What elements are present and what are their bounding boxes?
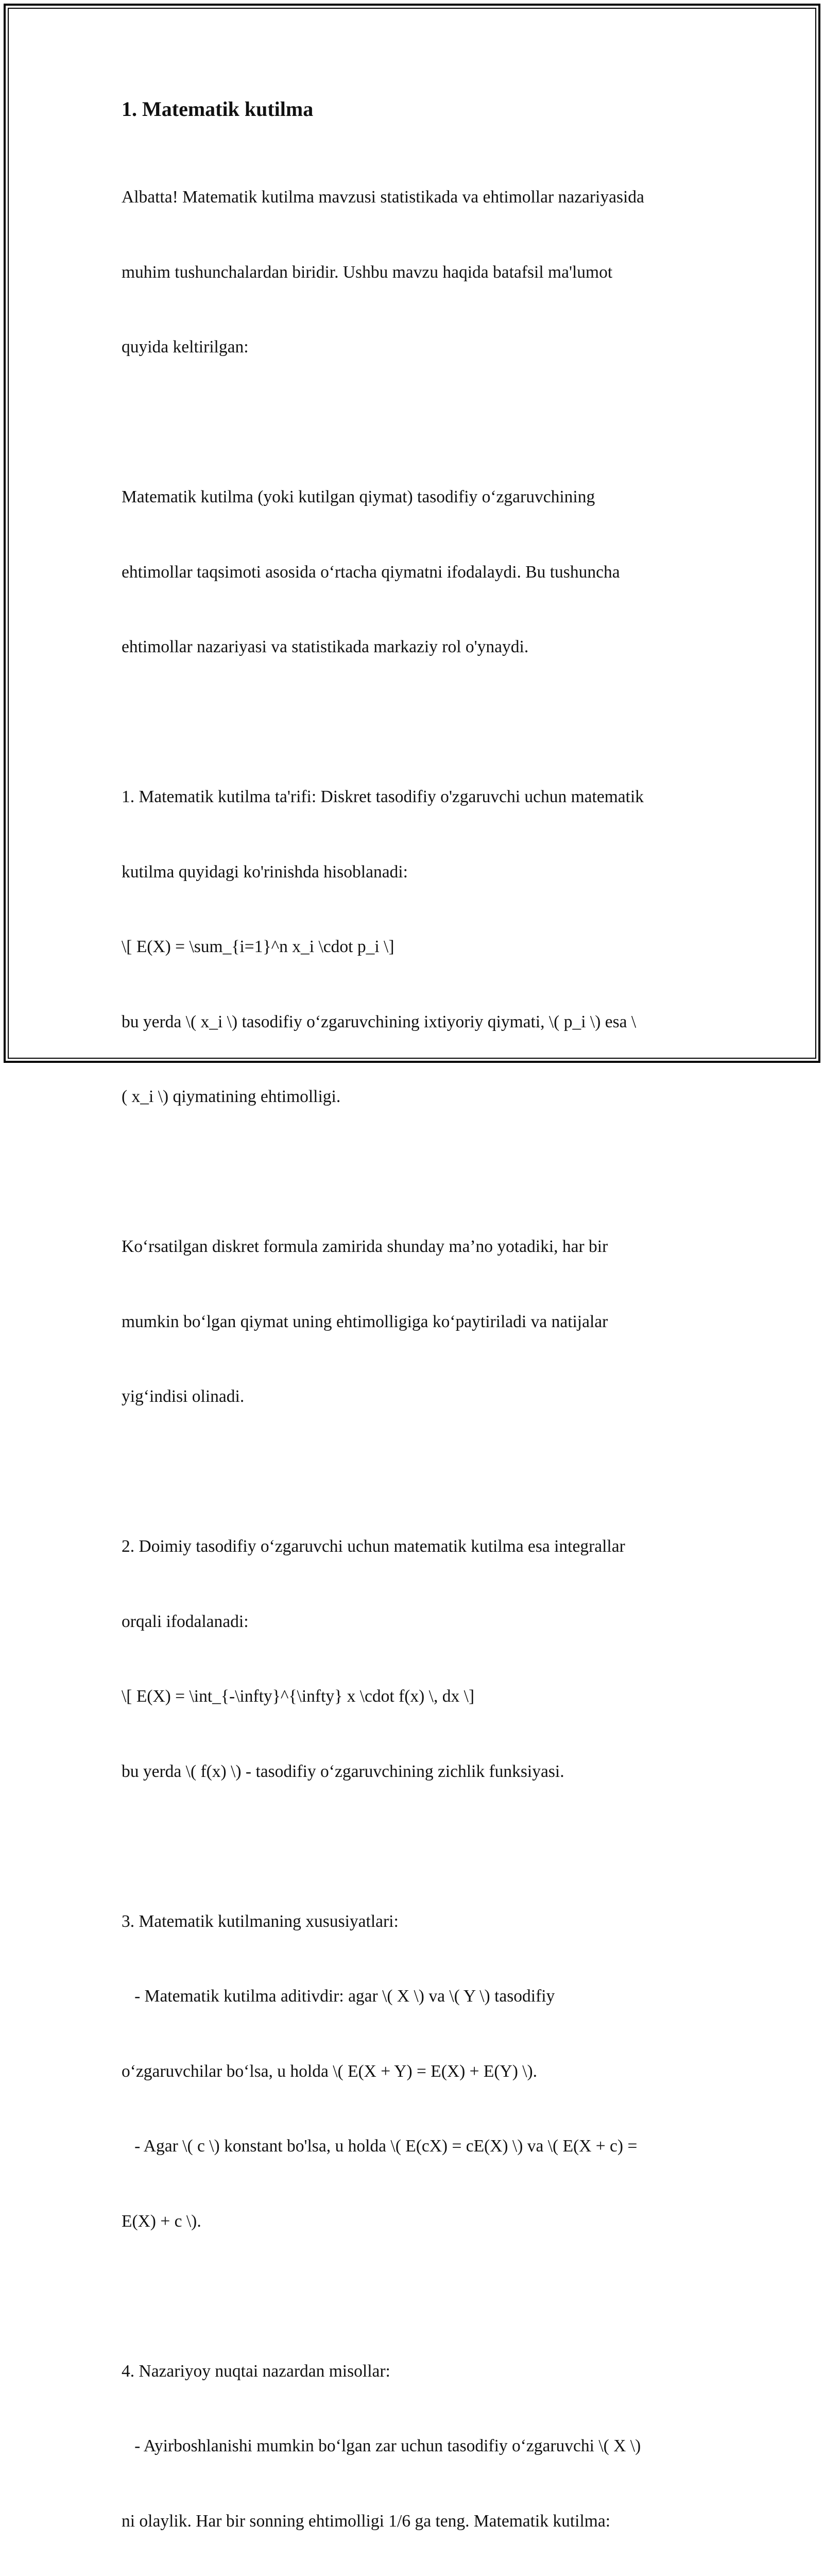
text-line: ehtimollar taqsimoti asosida o‘rtacha qiymatni ifodalaydi. Bu tushuncha bbox=[122, 560, 714, 585]
text-line: 3. Matematik kutilmaning xususiyatlari: bbox=[122, 1909, 714, 1935]
text-line: Ko‘rsatilgan diskret formula zamirida shunday ma’no yotadiki, har bir bbox=[122, 1234, 714, 1260]
paragraph-discrete-formula bbox=[122, 735, 714, 1160]
formula-line: \[ E(X) = \int_{-\infty}^{\infty} x \cdot f(x) \, dx \] bbox=[122, 1684, 714, 1709]
text-line: orqali ifodalanadi: bbox=[122, 1609, 714, 1635]
text-line: muhim tushunchalardan biridir. Ushbu mavzu haqida batafsil ma'lumot bbox=[122, 260, 714, 285]
text-line: ehtimollar nazariyasi va statistikada markaziy rol o'ynaydi. bbox=[122, 635, 714, 660]
text-line: yig‘indisi olinadi. bbox=[122, 1384, 714, 1410]
text-line: - Agar \( c \) konstant bo'lsa, u holda \( E(cX) = cE(X) \) va \( E(X + c) = bbox=[122, 2134, 714, 2159]
text-line: bu yerda \( x_i \) tasodifiy o‘zgaruvchining ixtiyoriy qiymati, \( p_i \) esa \ bbox=[122, 1010, 714, 1035]
text-line: o‘zgaruvchilar bo‘lsa, u holda \( E(X + Y) = E(X) + E(Y) \). bbox=[122, 2059, 714, 2084]
text-line: kutilma quyidagi ko'rinishda hisoblanadi: bbox=[122, 860, 714, 885]
paragraph-discrete-meaning bbox=[122, 1184, 714, 1460]
text-line: bu yerda \( f(x) \) - tasodifiy o‘zgaruvchining zichlik funksiyasi. bbox=[122, 1759, 714, 1785]
document-body bbox=[122, 97, 714, 2576]
paragraph-definition bbox=[122, 435, 714, 710]
paragraph-properties bbox=[122, 1859, 714, 2284]
paragraph-intro bbox=[122, 135, 714, 410]
text-line: ni olaylik. Har bir sonning ehtimolligi 1/6 ga teng. Matematik kutilma: bbox=[122, 2509, 714, 2534]
formula-line: \[ E(X) = \sum_{i=1}^n x_i \cdot p_i \] bbox=[122, 935, 714, 960]
text-line: - Matematik kutilma aditivdir: agar \( X \) va \( Y \) tasodifiy bbox=[122, 1984, 714, 2009]
text-line: Albatta! Matematik kutilma mavzusi statistikada va ehtimollar nazariyasida bbox=[122, 185, 714, 210]
paragraph-continuous-formula bbox=[122, 1484, 714, 1834]
text-line: mumkin bo‘lgan qiymat uning ehtimolligiga ko‘paytiriladi va natijalar bbox=[122, 1310, 714, 1335]
paragraph-examples bbox=[122, 2309, 714, 2576]
text-line: 2. Doimiy tasodifiy o‘zgaruvchi uchun matematik kutilma esa integrallar bbox=[122, 1534, 714, 1560]
section-title: 1. Matematik kutilma bbox=[122, 97, 714, 122]
text-line: ( x_i \) qiymatining ehtimolligi. bbox=[122, 1084, 714, 1110]
text-line: E(X) + c \). bbox=[122, 2209, 714, 2234]
text-line: - Ayirboshlanishi mumkin bo‘lgan zar uchun tasodifiy o‘zgaruvchi \( X \) bbox=[122, 2434, 714, 2459]
text-line: quyida keltirilgan: bbox=[122, 335, 714, 360]
text-line: Matematik kutilma (yoki kutilgan qiymat) tasodifiy o‘zgaruvchining bbox=[122, 485, 714, 510]
text-line: 4. Nazariyoy nuqtai nazardan misollar: bbox=[122, 2359, 714, 2384]
text-line: 1. Matematik kutilma ta'rifi: Diskret tasodifiy o'zgaruvchi uchun matematik bbox=[122, 785, 714, 810]
